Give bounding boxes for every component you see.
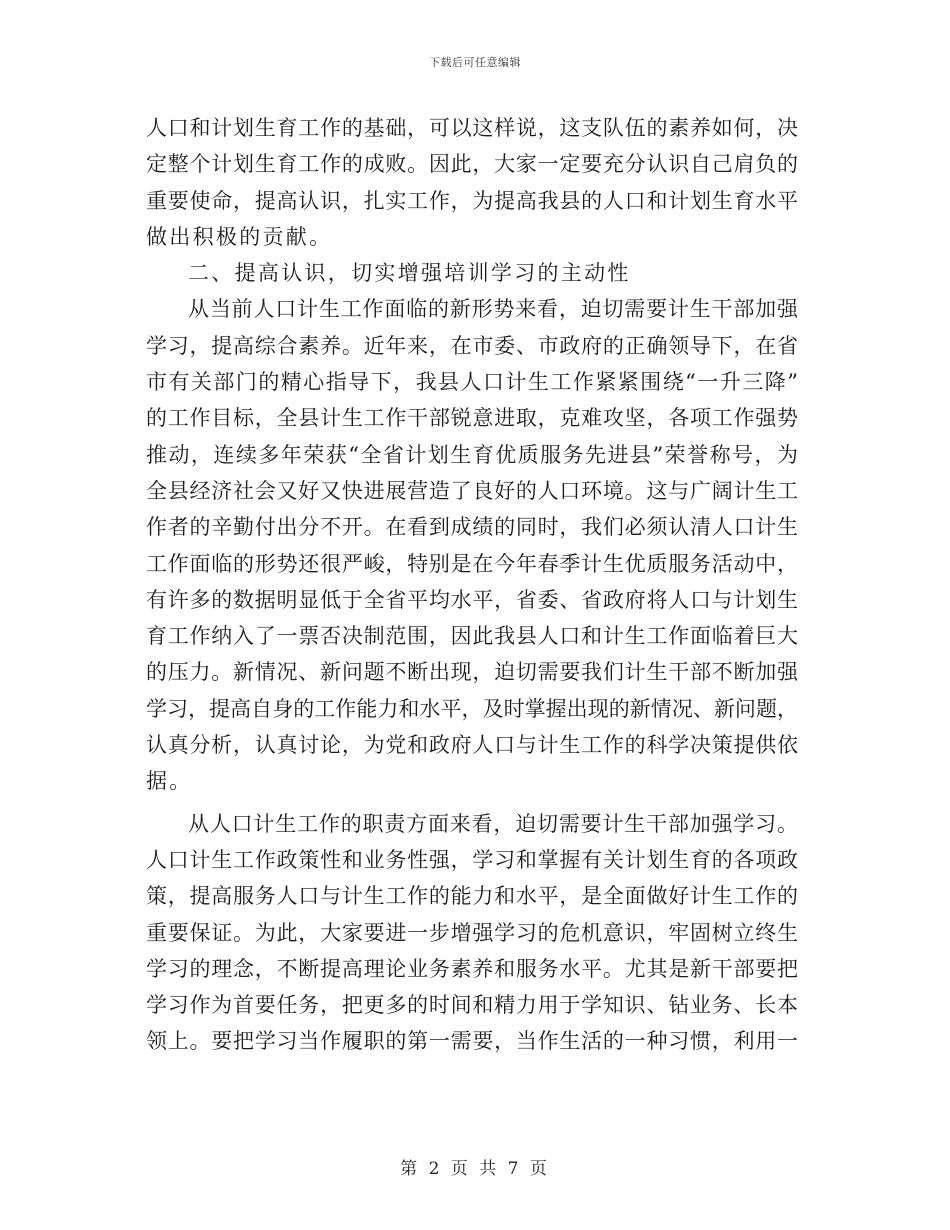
text-line: 定整个计划生育工作的成败。因此，大家一定要充分认识自己肩负的 xyxy=(146,152,798,177)
page-number: 第 2 页 共 7 页 xyxy=(400,1159,550,1179)
paragraph xyxy=(146,110,798,255)
text-line: 的工作目标，全县计生工作干部锐意进取，克难攻坚，各项工作强势 xyxy=(146,406,798,431)
text-line: 全县经济社会又好又快进展营造了良好的人口环境。这与广阔计生工 xyxy=(146,478,798,503)
text-line: 学习，提高自身的工作能力和水平，及时掌握出现的新情况、新问题， xyxy=(146,696,798,721)
text-line: 育工作纳入了一票否决制范围，因此我县人口和计生工作面临着巨大 xyxy=(146,624,798,649)
text-line: 学习的理念，不断提高理论业务素养和服务水平。尤其是新干部要把 xyxy=(146,956,798,981)
text-line: 据。 xyxy=(146,769,193,794)
text-line: 领上。要把学习当作履职的第一需要，当作生活的一种习惯，利用一 xyxy=(146,1029,798,1054)
document-body xyxy=(146,110,798,1060)
text-line: 重要保证。为此，大家要进一步增强学习的危机意识，牢固树立终生 xyxy=(146,920,798,945)
text-line: 市有关部门的精心指导下，我县人口计生工作紧紧围绕“一升三降” xyxy=(146,370,798,395)
section-heading xyxy=(146,255,798,291)
text-line: 人口和计划生育工作的基础，可以这样说，这支队伍的素养如何，决 xyxy=(146,116,798,140)
text-line: 人口计生工作政策性和业务性强，学习和掌握有关计划生育的各项政 xyxy=(146,847,798,872)
page-header-note: 下载后可任意编辑 xyxy=(429,56,521,69)
text-line: 学习，提高综合素养。近年来，在市委、市政府的正确领导下，在省 xyxy=(146,333,798,358)
text-line: 认真分析，认真讨论，为党和政府人口与计生工作的科学决策提供依 xyxy=(146,733,798,758)
text-line: 推动，连续多年荣获“全省计划生育优质服务先进县”荣誉称号，为 xyxy=(146,442,798,467)
text-line: 从当前人口计生工作面临的新形势来看，迫切需要计生干部加强 xyxy=(188,297,798,322)
text-line: 学习作为首要任务，把更多的时间和精力用于学知识、钻业务、长本 xyxy=(146,993,798,1018)
paragraph xyxy=(146,806,798,1060)
paragraph xyxy=(146,291,798,799)
text-line: 做出积极的贡献。 xyxy=(146,224,333,249)
text-line: 从人口计生工作的职责方面来看，迫切需要计生干部加强学习。 xyxy=(188,811,798,836)
section-heading-text: 二、提高认识，切实增强培训学习的主动性 xyxy=(188,261,631,286)
text-line: 工作面临的形势还很严峻，特别是在今年春季计生优质服务活动中， xyxy=(146,551,798,576)
text-line: 重要使命，提高认识，扎实工作，为提高我县的人口和计划生育水平 xyxy=(146,188,798,213)
text-line: 的压力。新情况、新问题不断出现，迫切需要我们计生干部不断加强 xyxy=(146,660,798,685)
text-line: 作者的辛勤付出分不开。在看到成绩的同时，我们必须认清人口计生 xyxy=(146,515,798,540)
text-line: 策，提高服务人口与计生工作的能力和水平，是全面做好计生工作的 xyxy=(146,884,798,909)
text-line: 有许多的数据明显低于全省平均水平，省委、省政府将人口与计划生 xyxy=(146,587,798,612)
